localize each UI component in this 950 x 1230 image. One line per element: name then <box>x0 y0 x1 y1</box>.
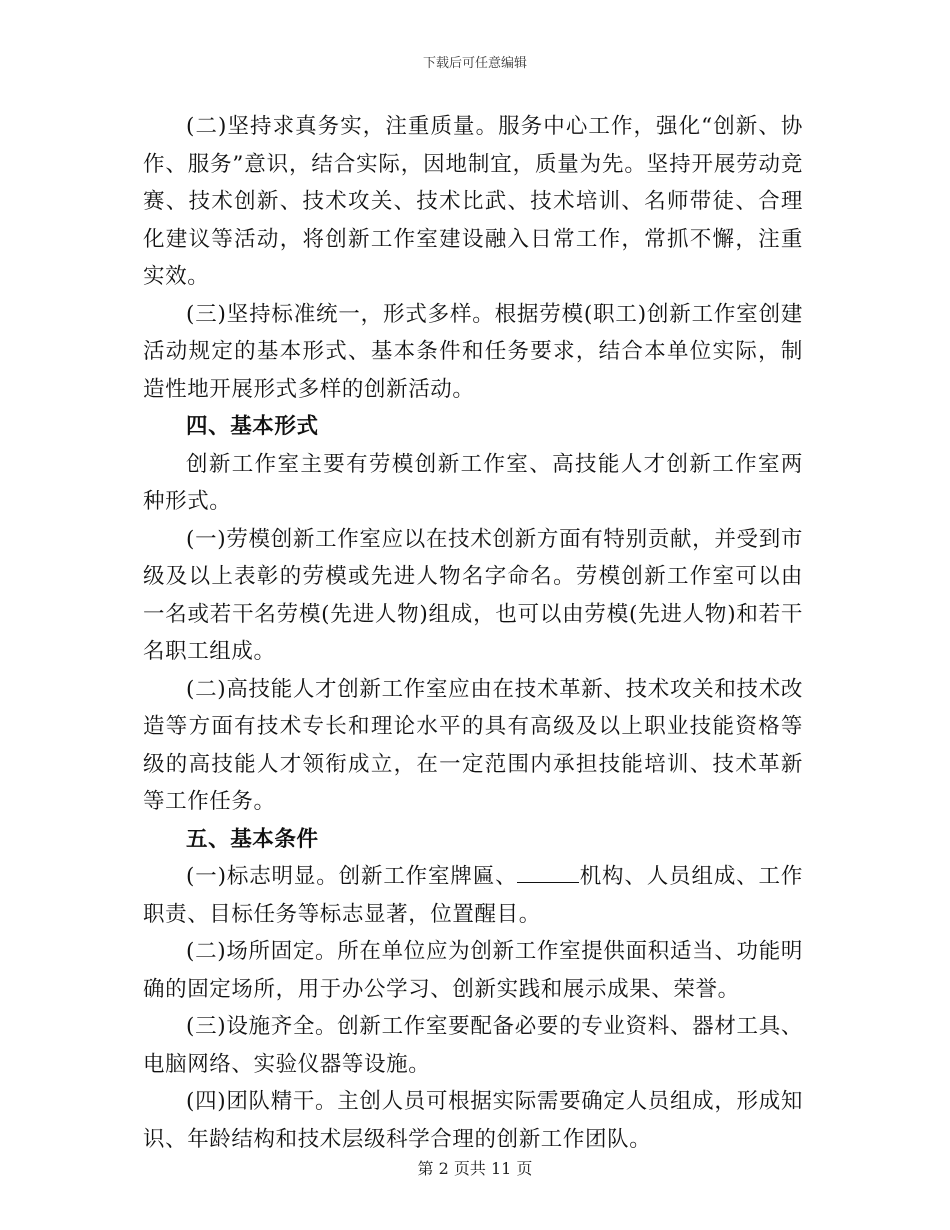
paragraph: (二)坚持求真务实，注重质量。服务中心工作，强化“创新、协作、服务”意识，结合实际，因地制宜，质量为先。坚持开展劳动竞赛、技术创新、技术攻关、技术比武、技术培训、名师带徒、合理化建议等活动，将创新工作室建设融入日常工作，常抓不懈，注重实效。 <box>143 114 803 289</box>
paragraph-text: 机构、人员组成、工作职责、目标任务等标志显著，位置醒目。 <box>143 864 803 927</box>
paragraph: (一)劳模创新工作室应以在技术创新方面有特别贡献，并受到市级及以上表彰的劳模或先进人物名字命名。劳模创新工作室可以由一名或若干名劳模(先进人物)组成，也可以由劳模(先进人物)和若干名职工组成。 <box>143 526 803 664</box>
page-footer: 第 2 页共 11 页 <box>417 1159 533 1178</box>
paragraph-text: (一)标志明显。创新工作室牌匾、 <box>186 864 518 889</box>
paragraph: (三)设施齐全。创新工作室要配备必要的专业资料、器材工具、电脑网络、实验仪器等设施。 <box>143 1014 803 1077</box>
page-header: 下载后可任意编辑 <box>422 56 527 71</box>
paragraph: 创新工作室主要有劳模创新工作室、高技能人才创新工作室两种形式。 <box>143 451 803 514</box>
paragraph: (二)场所固定。所在单位应为创新工作室提供面积适当、功能明确的固定场所，用于办公学习、创新实践和展示成果、荣誉。 <box>143 939 803 1002</box>
paragraph: (二)高技能人才创新工作室应由在技术革新、技术攻关和技术改造等方面有技术专长和理论水平的具有高级及以上职业技能资格等级的高技能人才领衔成立，在一定范围内承担技能培训、技术革新等工作任务。 <box>143 676 803 814</box>
paragraph: (三)坚持标准统一，形式多样。根据劳模(职工)创新工作室创建活动规定的基本形式、基本条件和任务要求，结合本单位实际，制造性地开展形式多样的创新活动。 <box>143 301 803 402</box>
paragraph <box>143 858 803 933</box>
section-heading: 四、基本形式 <box>186 414 319 439</box>
document-body <box>143 108 803 1158</box>
section-heading: 五、基本条件 <box>186 826 319 852</box>
blank-underline <box>517 864 579 883</box>
paragraph: (四)团队精干。主创人员可根据实际需要确定人员组成，形成知识、年龄结构和技术层级科学合理的创新工作团队。 <box>143 1089 803 1152</box>
